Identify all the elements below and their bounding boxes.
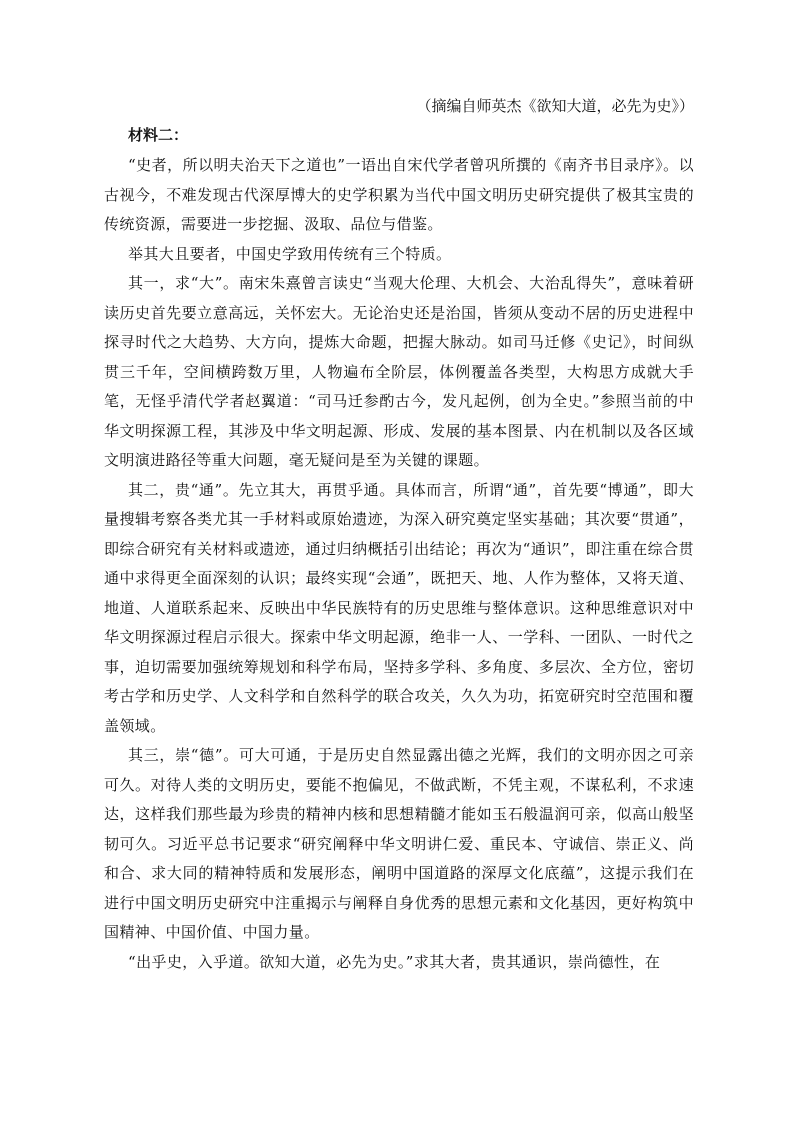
paragraph: 举其大且要者，中国史学致用传统有三个特质。	[128, 244, 452, 263]
paragraph: 其三，崇“德”。可大可通，于是历史自然显露出德之光辉，我们的文明亦因之可亲可久。对待人类的文明历史，要能不抱偏见，不做武断，不凭主观，不谋私利，不求速达，这样我们那些最为珍贵的精神内核和思想精髓才能如玉石般温润可亲，似高山般坚韧可久。习近平总书记要求“研究阐释中华文明讲仁爱、重民本、守诚信、崇正义、尚和合、求大同的精神特质和发展形态，阐明中国道路的深厚文化底蕴”，这提示我们在进行中国文明历史研究中注重揭示与阐释自身优秀的思想元素和文化基因，更好构筑中国精神、中国价值、中国力量。	[104, 746, 694, 941]
source-citation: （摘编自师英杰《欲知大道，必先为史》）	[416, 97, 694, 115]
paragraph: 其一，求“大”。南宋朱熹曾言读史“当观大伦理、大机会、大治乱得失”，意味着研读历史首先要立意高远，关怀宏大。无论治史还是治国，皆须从变动不居的历史进程中探寻时代之大趋势、大方向，提炼大命题，把握大脉动。如司马迁修《史记》，时间纵贯三千年，空间横跨数万里，人物遍布全阶层，体例覆盖各类型，大构思方成就大手笔，无怪乎清代学者赵翼道：“司马迁参酌古今，发凡起例，创为全史。”参照当前的中华文明探源工程，其涉及中华文明起源、形成、发展的基本图景、内在机制以及各区域文明演进路径等重大问题，毫无疑问是至为关键的课题。	[104, 274, 694, 469]
section-title: 材料二：	[128, 126, 189, 144]
paragraph: 其二，贵“通”。先立其大，再贯乎通。具体而言，所谓“通”，首先要“博通”，即大量搜辑考察各类尤其一手材料或原始遗迹，为深入研究奠定坚实基础；其次要“贯通”，即综合研究有关材料或遗迹，通过归纳概括引出结论；再次为“通识”，即注重在综合贯通中求得更全面深刻的认识；最终实现“会通”，既把天、地、人作为整体，又将天道、地道、人道联系起来、反映出中华民族特有的历史思维与整体意识。这种思维意识对中华文明探源过程启示很大。探索中华文明起源，绝非一人、一学科、一团队、一时代之事，迫切需要加强统筹规划和科学布局，坚持多学科、多角度、多层次、全方位，密切考古学和历史学、人文科学和自然科学的联合攻关，久久为功，拓宽研究时空范围和覆盖领域。	[104, 480, 694, 735]
article-body	[104, 93, 694, 977]
paragraph: “史者，所以明夫治天下之道也”一语出自宋代学者曾巩所撰的《南齐书目录序》。以古视今，不难发现古代深厚博大的史学积累为当代中国文明历史研究提供了极其宝贵的传统资源，需要进一步挖掘、汲取、品位与借鉴。	[104, 156, 694, 233]
paragraph: “出乎史，入乎道。欲知大道，必先为史。”求其大者，贵其通识，崇尚德性，在	[128, 952, 661, 971]
